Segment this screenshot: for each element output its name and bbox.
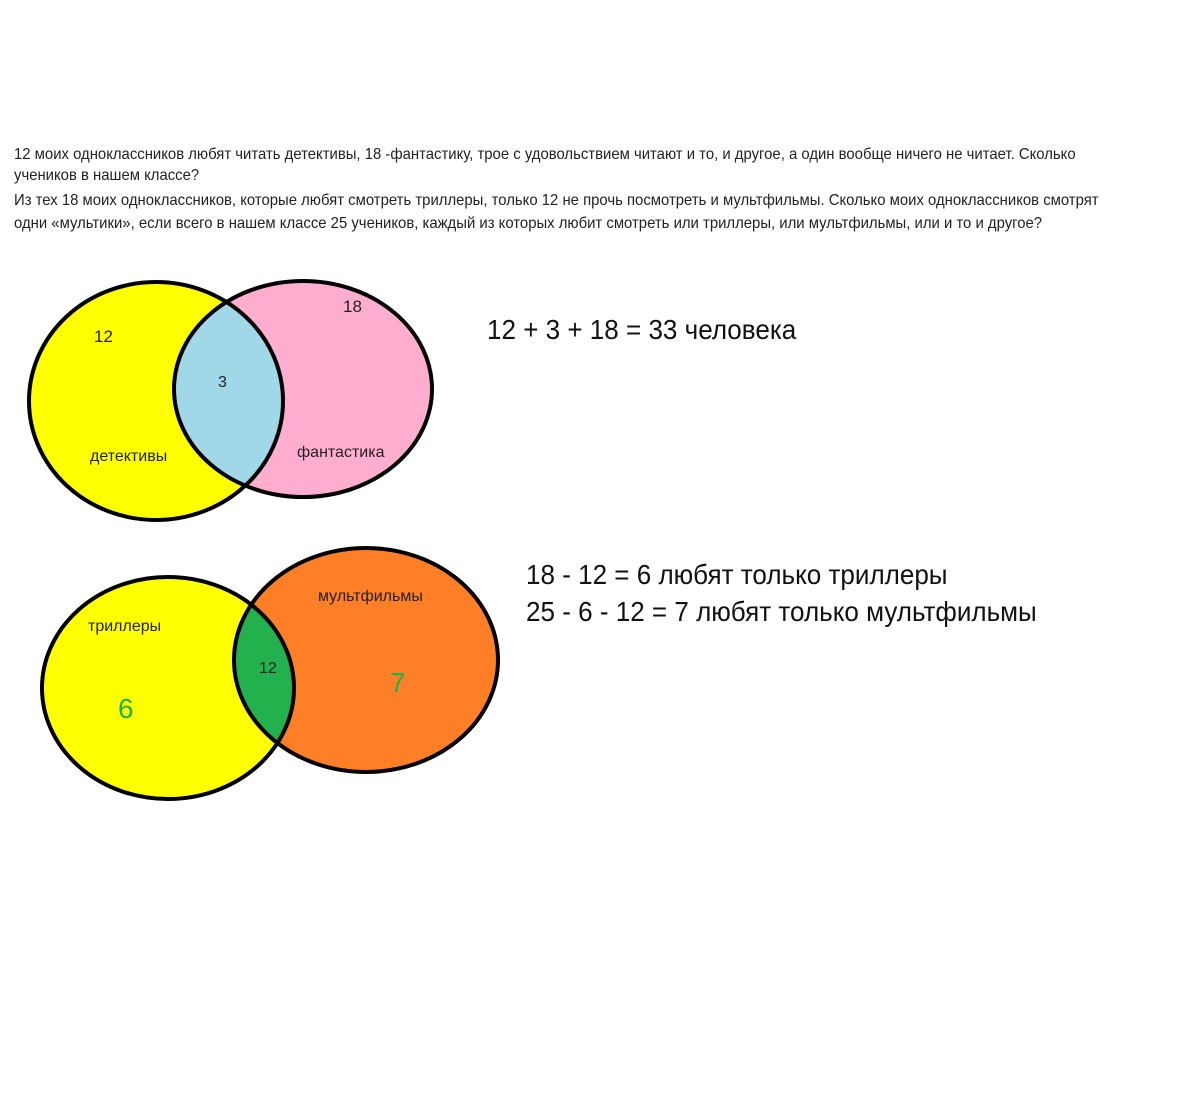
- problem-1-text-line-2: учеников в нашем классе?: [14, 167, 200, 184]
- venn-1: [29, 281, 432, 520]
- venn-1-left-value: 12: [94, 327, 113, 346]
- venn-1-overlap-value: 3: [218, 374, 227, 391]
- venn-2-right-value: 7: [390, 667, 406, 698]
- problem-2-text-line-2: одни «мультики», если всего в нашем классе 25 учеников, каждый из которых любит смотреть или триллеры, или мультфильмы, или и то и другое?: [14, 215, 1043, 232]
- venn-2-left-label: триллеры: [88, 618, 162, 635]
- venn-2-left-value: 6: [118, 693, 134, 724]
- venn-2: [42, 548, 498, 799]
- equation-3: 25 - 6 - 12 = 7 любят только мультфильмы: [526, 596, 1037, 627]
- equation-2: 18 - 12 = 6 любят только триллеры: [526, 559, 948, 590]
- venn-2-right-label: мультфильмы: [318, 588, 423, 605]
- equation-1: 12 + 3 + 18 = 33 человека: [487, 314, 797, 345]
- venn-1-right-label: фантастика: [297, 444, 385, 461]
- venn-2-overlap-value: 12: [259, 660, 277, 677]
- problem-2-text-line-1: Из тех 18 моих одноклассников, которые любят смотреть триллеры, только 12 не прочь посмотреть и мультфильмы. Сколько моих одноклассников смотрят: [14, 192, 1099, 209]
- venn-1-left-label: детективы: [90, 448, 168, 465]
- venn-1-right-value: 18: [343, 297, 362, 316]
- problem-1-text-line-1: 12 моих одноклассников любят читать детективы, 18 -фантастику, трое с удовольствием читают и то, и другое, а один вообще ничего не читает. Сколько: [14, 146, 1076, 163]
